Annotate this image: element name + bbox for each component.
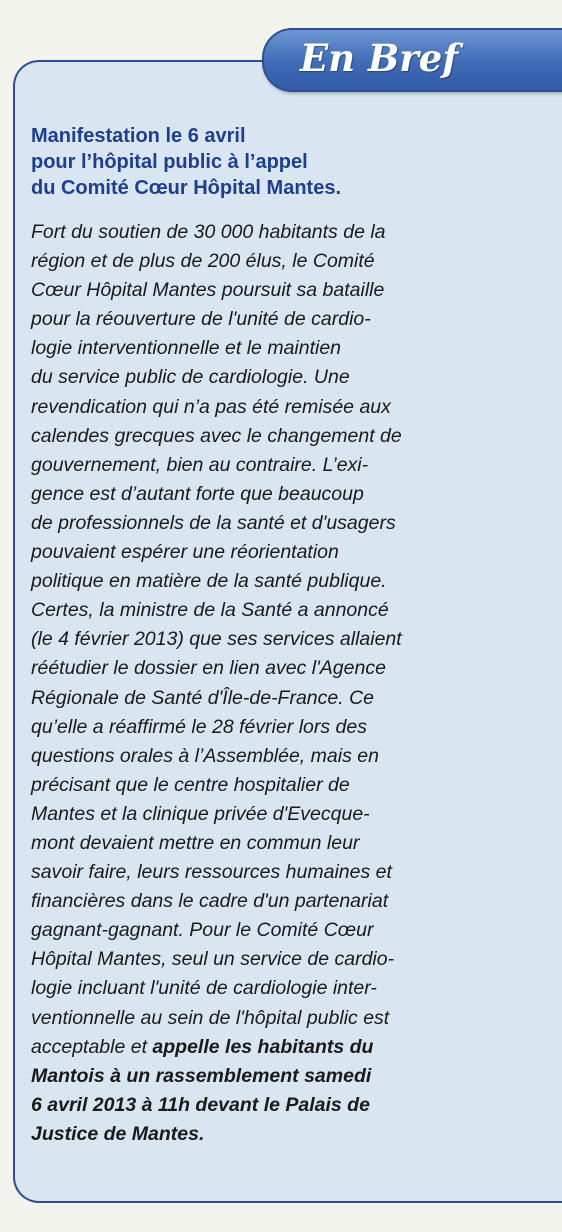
body-line: (le 4 février 2013) que ses services allaient (31, 628, 402, 651)
body-line: gence est d’autant forte que beaucoup (31, 482, 364, 505)
body-line: questions orales à l’Assemblée, mais en (31, 744, 379, 767)
body-line: logie incluant l'unité de cardiologie inter- (31, 977, 377, 1000)
body-line-bold-part: appelle les habitants du (152, 1035, 374, 1058)
body-line: gouvernement, bien au contraire. L’exi- (31, 453, 369, 476)
body-line: du service public de cardiologie. Une (31, 366, 350, 389)
headline-line: du Comité Cœur Hôpital Mantes. (31, 177, 341, 199)
body-line: Cœur Hôpital Mantes poursuit sa bataille (31, 279, 385, 302)
body-line: Mantes et la clinique privée d'Evecque- (31, 802, 370, 825)
body-line: Certes, la ministre de la Santé a annoncé (31, 599, 389, 622)
body-line: politique en matière de la santé publique. (31, 570, 387, 593)
body-line: calendes grecques avec le changement de (31, 424, 402, 447)
body-line: mont devaient mettre en commun leur (31, 831, 360, 854)
body-line: pouvaient espérer une réorientation (31, 541, 339, 564)
body-line: savoir faire, leurs ressources humaines et (31, 861, 392, 884)
body-line: revendication qui n’a pas été remisée aux (31, 395, 391, 418)
body-line-regular-part: acceptable et (31, 1035, 153, 1058)
article-body (31, 218, 551, 1149)
body-line-bold: 6 avril 2013 à 11h devant le Palais de (31, 1093, 370, 1116)
body-line: gagnant-gagnant. Pour le Comité Cœur (31, 919, 374, 942)
body-line: ventionnelle au sein de l'hôpital public est (31, 1006, 390, 1029)
body-line: Hôpital Mantes, seul un service de cardio- (31, 948, 395, 971)
body-line-bold: Mantois à un rassemblement samedi (31, 1064, 372, 1087)
body-line: Fort du soutien de 30 000 habitants de la (31, 221, 386, 243)
body-line-bold: Justice de Mantes. (31, 1122, 205, 1145)
headline-line: Manifestation le 6 avril (31, 125, 246, 147)
body-line: région et de plus de 200 élus, le Comité (31, 250, 375, 273)
body-line: Régionale de Santé d'Île-de-France. Ce (31, 686, 375, 709)
body-line: précisant que le centre hospitalier de (31, 773, 350, 796)
body-line-mixed (31, 1033, 551, 1062)
body-line: logie interventionnelle et le maintien (31, 337, 342, 360)
section-tab-title: En Bref (300, 36, 459, 80)
headline-line: pour l’hôpital public à l’appel (31, 151, 308, 173)
body-line: de professionnels de la santé et d'usagers (31, 511, 396, 534)
body-line: réétudier le dossier en lien avec l'Agence (31, 657, 386, 680)
article-headline (31, 123, 451, 201)
body-line: pour la réouverture de l'unité de cardio- (31, 308, 371, 331)
body-line: financières dans le cadre d'un partenariat (31, 890, 389, 913)
body-line: qu’elle a réaffirmé le 28 février lors des (31, 715, 367, 738)
